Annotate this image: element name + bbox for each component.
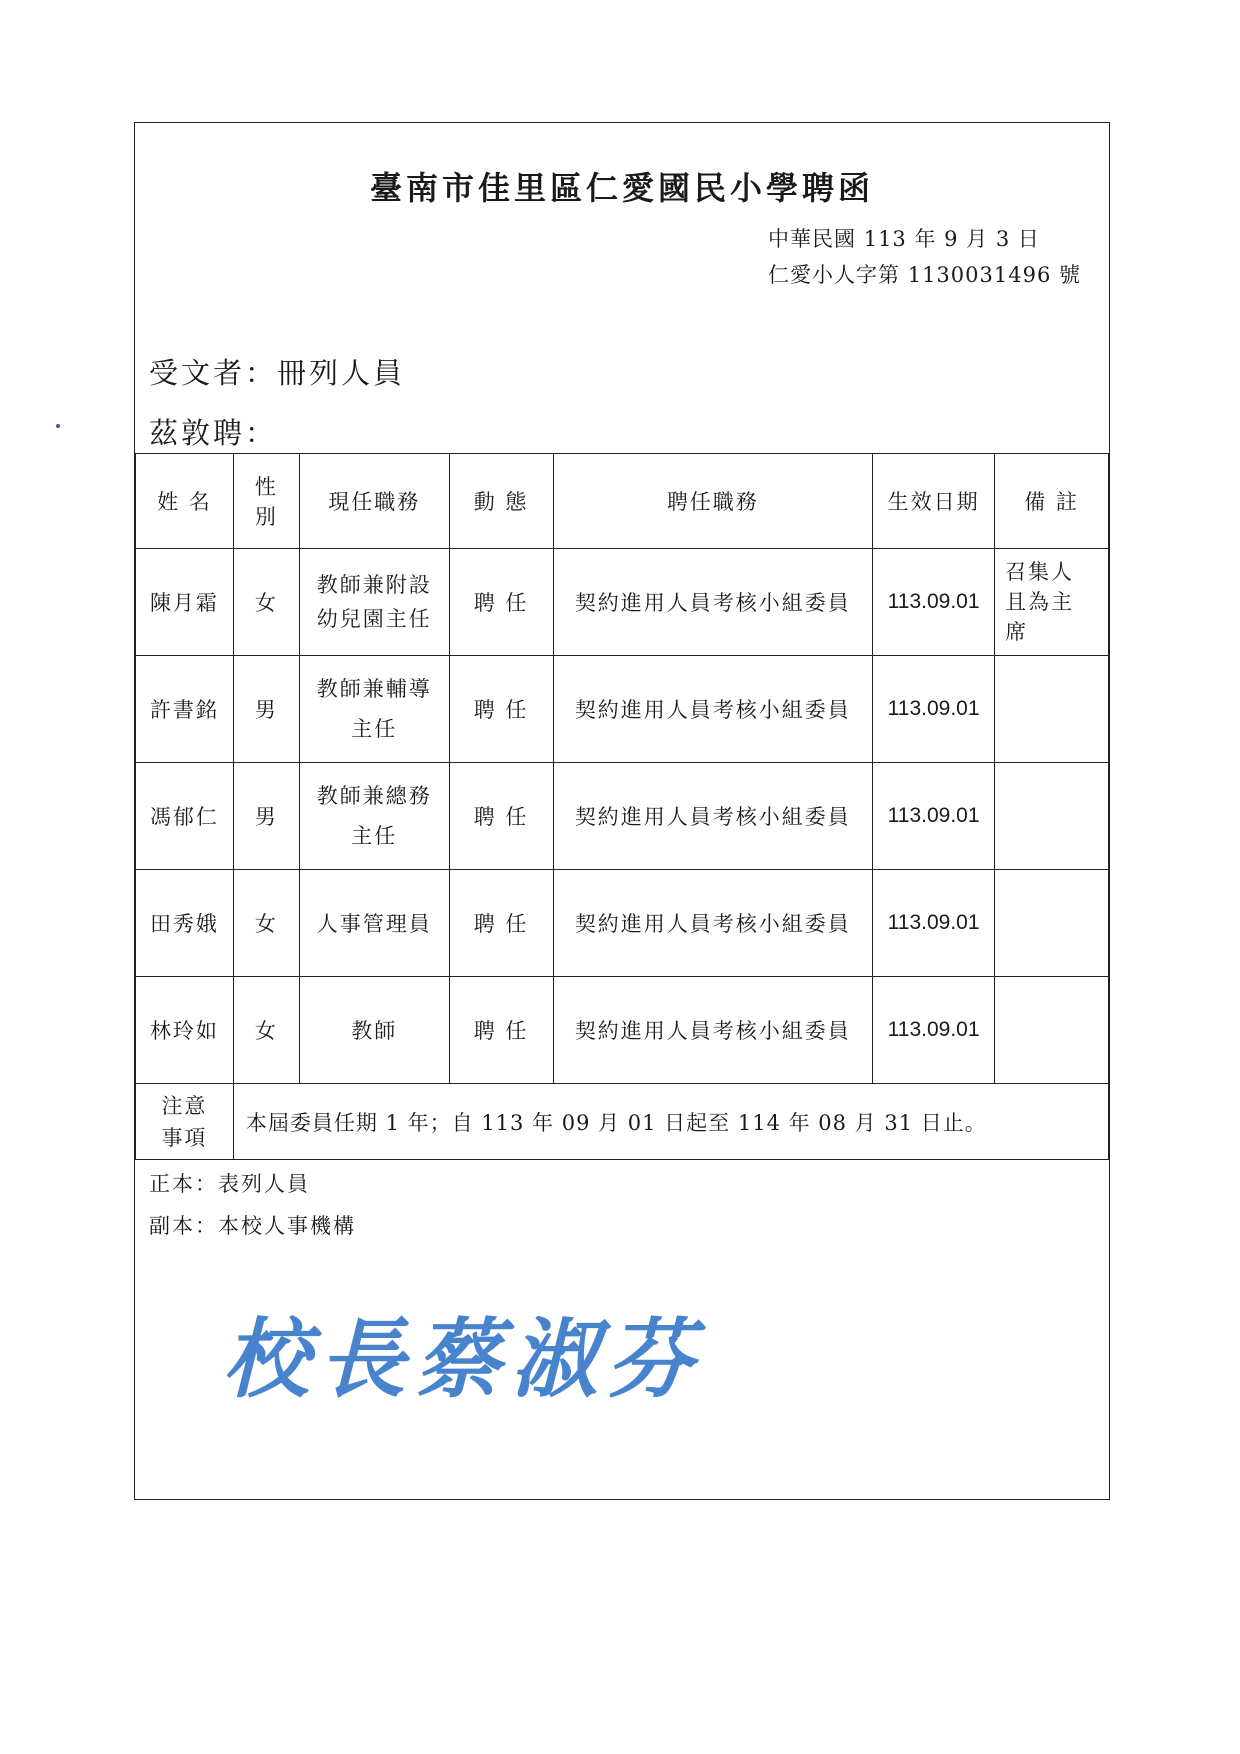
header-remarks: 備 註 (995, 454, 1109, 549)
cell-remark-line3: 席 (1005, 620, 1029, 644)
cell-effective-date: 113.09.01 (873, 549, 995, 656)
cell-name: 許書銘 (136, 656, 234, 763)
header-gender-line1: 性 (254, 475, 278, 499)
cell-current-position (299, 656, 449, 763)
cell-gender: 女 (233, 977, 299, 1084)
distribution-list (149, 1163, 356, 1247)
table-row (136, 656, 1109, 763)
cell-name: 馮郁仁 (136, 763, 234, 870)
table-row (136, 763, 1109, 870)
cell-gender: 女 (233, 549, 299, 656)
cell-effective-date: 113.09.01 (873, 763, 995, 870)
document-ref-number: 仁愛小人字第 1130031496 號 (768, 263, 1081, 287)
principal-signature-stamp (217, 1301, 737, 1413)
cell-current-line1: 教師兼附設 (316, 573, 432, 597)
cell-remarks (995, 977, 1109, 1084)
document-date: 中華民國 113 年 9 月 3 日 (768, 227, 1040, 251)
copy-original: 正本：表列人員 (149, 1172, 310, 1196)
cell-effective-date: 113.09.01 (873, 870, 995, 977)
cell-current-line1: 教師兼輔導 (316, 677, 432, 701)
notes-label-line1: 注意 (161, 1093, 208, 1118)
cell-appointed-position: 契約進用人員考核小組委員 (553, 549, 873, 656)
cell-appointed-position: 契約進用人員考核小組委員 (553, 763, 873, 870)
cell-current-line2: 主任 (351, 824, 398, 848)
document-title: 臺南市佳里區仁愛國民小學聘函 (369, 169, 874, 207)
cell-remark-line1: 召集人 (1005, 560, 1075, 584)
cell-remark-line2: 且為主 (1005, 590, 1075, 614)
notes-label (136, 1084, 234, 1160)
cell-effective-date: 113.09.01 (873, 977, 995, 1084)
cell-current-line2: 主任 (351, 717, 398, 741)
cell-gender: 男 (233, 763, 299, 870)
cell-action: 聘 任 (449, 870, 553, 977)
notes-label-line2: 事項 (161, 1125, 208, 1150)
signature-text: 校長蔡淑芬 (223, 1309, 703, 1410)
cell-current-position (299, 763, 449, 870)
header-action: 動 態 (449, 454, 553, 549)
table-row (136, 977, 1109, 1084)
scan-speck (56, 424, 60, 428)
header-current-position: 現任職務 (299, 454, 449, 549)
notes-row (136, 1084, 1109, 1160)
header-name: 姓 名 (136, 454, 234, 549)
cell-effective-date: 113.09.01 (873, 656, 995, 763)
cell-gender: 女 (233, 870, 299, 977)
table-row (136, 549, 1109, 656)
cell-name: 林玲如 (136, 977, 234, 1084)
document-meta (768, 221, 1081, 293)
cell-remarks (995, 870, 1109, 977)
cell-action: 聘 任 (449, 549, 553, 656)
cell-current-position: 人事管理員 (299, 870, 449, 977)
cell-gender: 男 (233, 656, 299, 763)
cell-current-position (299, 549, 449, 656)
notes-text: 本屆委員任期 1 年；自 113 年 09 月 01 日起至 114 年 08 月 31 日止。 (233, 1084, 1108, 1160)
cell-appointed-position: 契約進用人員考核小組委員 (553, 870, 873, 977)
table-row (136, 870, 1109, 977)
copy-duplicate: 副本：本校人事機構 (149, 1214, 356, 1238)
cell-current-position: 教師 (299, 977, 449, 1084)
cell-appointed-position: 契約進用人員考核小組委員 (553, 977, 873, 1084)
cell-appointed-position: 契約進用人員考核小組委員 (553, 656, 873, 763)
cell-current-line1: 教師兼總務 (316, 784, 432, 808)
recipient-line: 受文者：冊列人員 (149, 356, 406, 390)
cell-remarks (995, 656, 1109, 763)
cell-remarks (995, 763, 1109, 870)
header-effective-date: 生效日期 (873, 454, 995, 549)
table-header-row (136, 454, 1109, 549)
header-appointed-position: 聘任職務 (553, 454, 873, 549)
cell-name: 陳月霜 (136, 549, 234, 656)
cell-remarks (995, 549, 1109, 656)
cell-name: 田秀娥 (136, 870, 234, 977)
header-gender-line2: 別 (254, 505, 278, 529)
hire-line: 茲敦聘： (149, 416, 278, 450)
letter-frame (134, 122, 1110, 1500)
appointment-table (135, 453, 1109, 1160)
cell-action: 聘 任 (449, 763, 553, 870)
header-gender (233, 454, 299, 549)
cell-action: 聘 任 (449, 656, 553, 763)
cell-action: 聘 任 (449, 977, 553, 1084)
cell-current-line2: 幼兒園主任 (316, 607, 432, 631)
